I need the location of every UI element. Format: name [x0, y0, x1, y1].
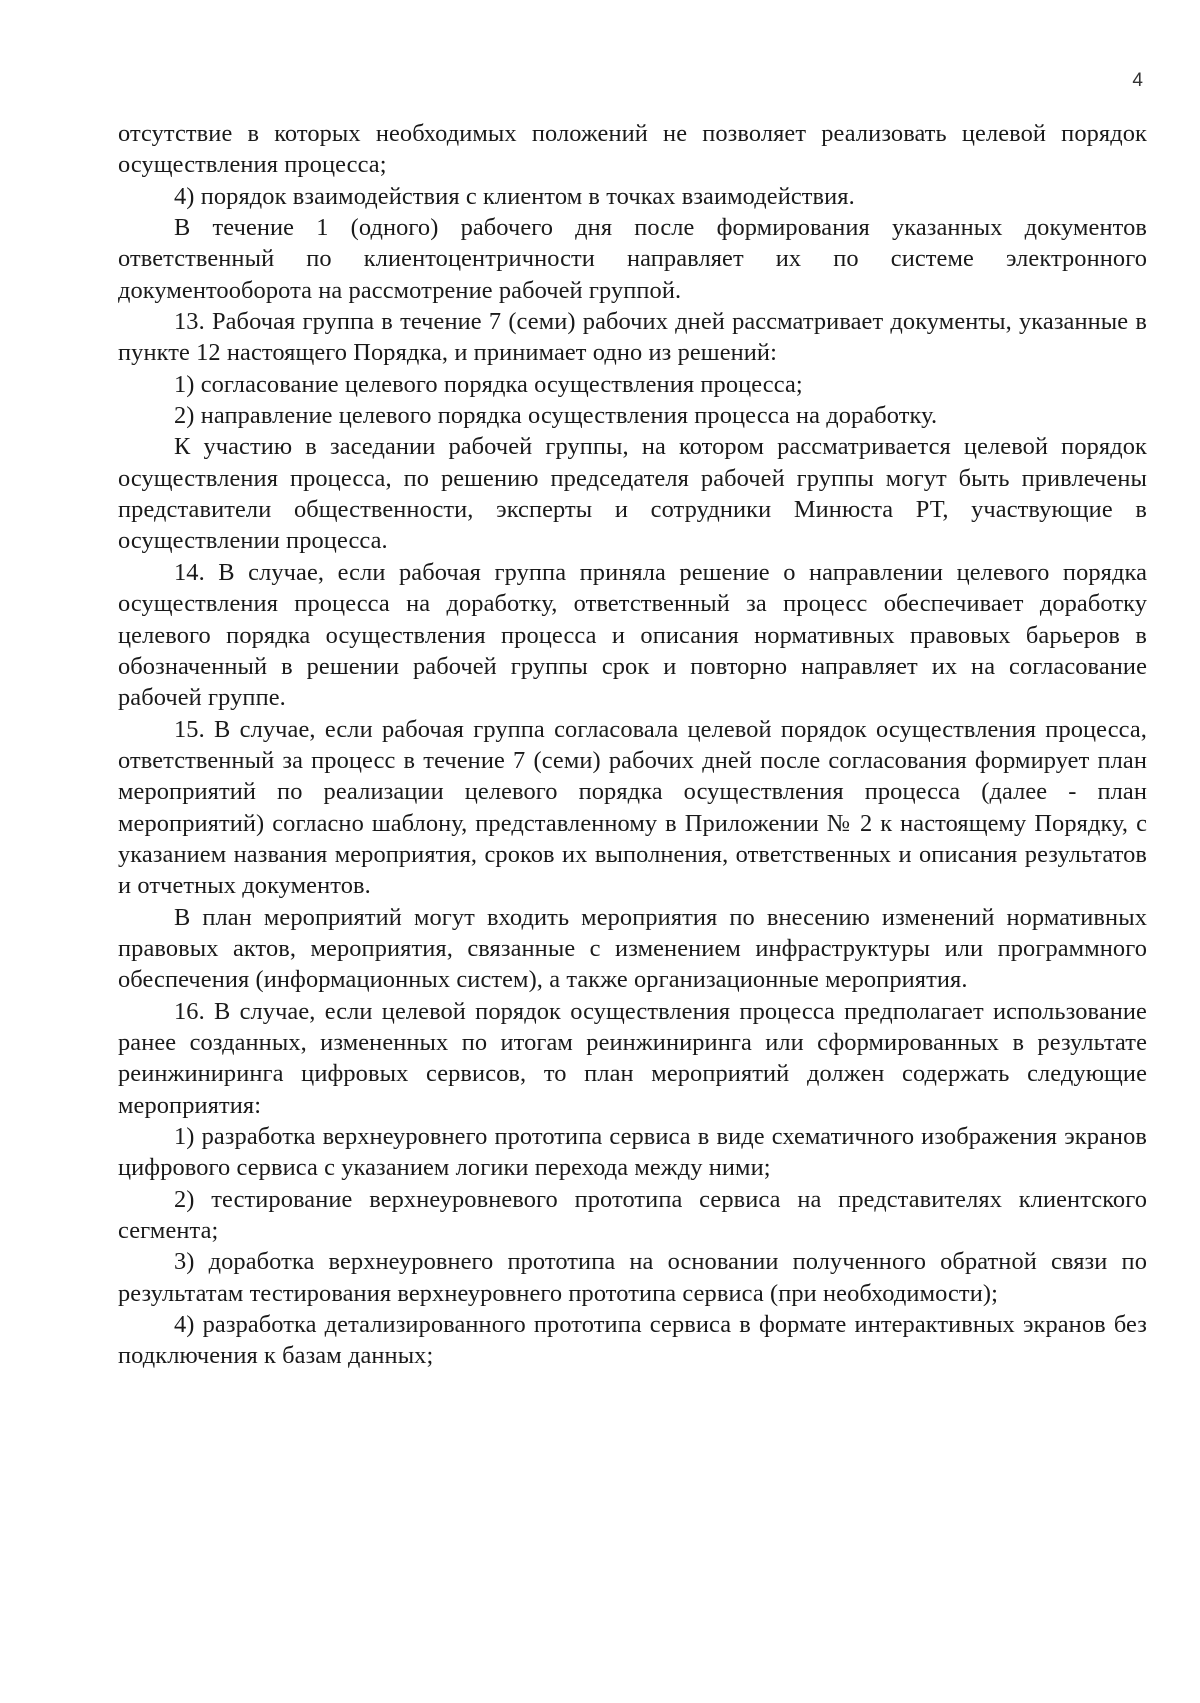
- paragraph: отсутствие в которых необходимых положений не позволяет реализовать целевой порядок осуществления процесса;: [118, 120, 1147, 179]
- clause-13: 13. Рабочая группа в течение 7 (семи) рабочих дней рассматривает документы, указанные в пункте 12 настоящего Порядка, и принимает одно из решений:: [118, 308, 1147, 367]
- clause-16: 16. В случае, если целевой порядок осуществления процесса предполагает использование ранее созданных, измененных по итогам реинжиниринга или сформированных в результате реинжиниринга цифровых сервисов, то план мероприятий должен содержать следующие мероприятия:: [118, 997, 1147, 1119]
- clause-15: 15. В случае, если рабочая группа согласовала целевой порядок осуществления процесса, ответственный за процесс в течение 7 (семи) рабочих дней после согласования формирует план мероприятий по реализации целевого порядка осуществления процесса (далее - план мероприятий) согласно шаблону, представленному в Приложении № 2 к настоящему Порядку, с указанием названия мероприятия, сроков их выполнения, ответственных и описания результатов и отчетных документов.: [118, 715, 1147, 900]
- list-item: 4) порядок взаимодействия с клиентом в точках взаимодействия.: [174, 182, 855, 210]
- list-item: 2) направление целевого порядка осуществления процесса на доработку.: [174, 402, 938, 430]
- paragraph: В течение 1 (одного) рабочего дня после формирования указанных документов ответственный по клиентоцентричности направляет их по системе электронного документооборота на рассмотрение рабочей группой.: [118, 214, 1147, 304]
- clause-14: 14. В случае, если рабочая группа приняла решение о направлении целевого порядка осуществления процесса на доработку, ответственный за процесс обеспечивает доработку целевого порядка осуществления процесса и описания нормативных правовых барьеров в обозначенный в решении рабочей группы срок и повторно направляет их на согласование рабочей группе.: [118, 558, 1147, 712]
- paragraph: В план мероприятий могут входить мероприятия по внесению изменений нормативных правовых актов, мероприятия, связанные с изменением инфраструктуры или программного обеспечения (информационных систем), а также организационные мероприятия.: [118, 903, 1147, 994]
- document-body: [118, 118, 1147, 1372]
- list-item: 2) тестирование верхнеуровневого прототипа сервиса на представителях клиентского сегмента;: [118, 1185, 1147, 1245]
- list-item: 4) разработка детализированного прототипа сервиса в формате интерактивных экранов без подключения к базам данных;: [118, 1311, 1147, 1370]
- list-item: 1) согласование целевого порядка осуществления процесса;: [174, 370, 803, 398]
- page-number: 4: [1132, 70, 1143, 91]
- paragraph: К участию в заседании рабочей группы, на котором рассматривается целевой порядок осуществления процесса, по решению председателя рабочей группы могут быть привлечены представители общественности, эксперты и сотрудники Минюста РТ, участвующие в осуществлении процесса.: [118, 433, 1147, 555]
- list-item: 3) доработка верхнеуровнего прототипа на основании полученного обратной связи по результатам тестирования верхнеуровнего прототипа сервиса (при необходимости);: [118, 1248, 1147, 1307]
- list-item: 1) разработка верхнеуровнего прототипа сервиса в виде схематичного изображения экранов цифрового сервиса с указанием логики перехода между ними;: [118, 1123, 1147, 1182]
